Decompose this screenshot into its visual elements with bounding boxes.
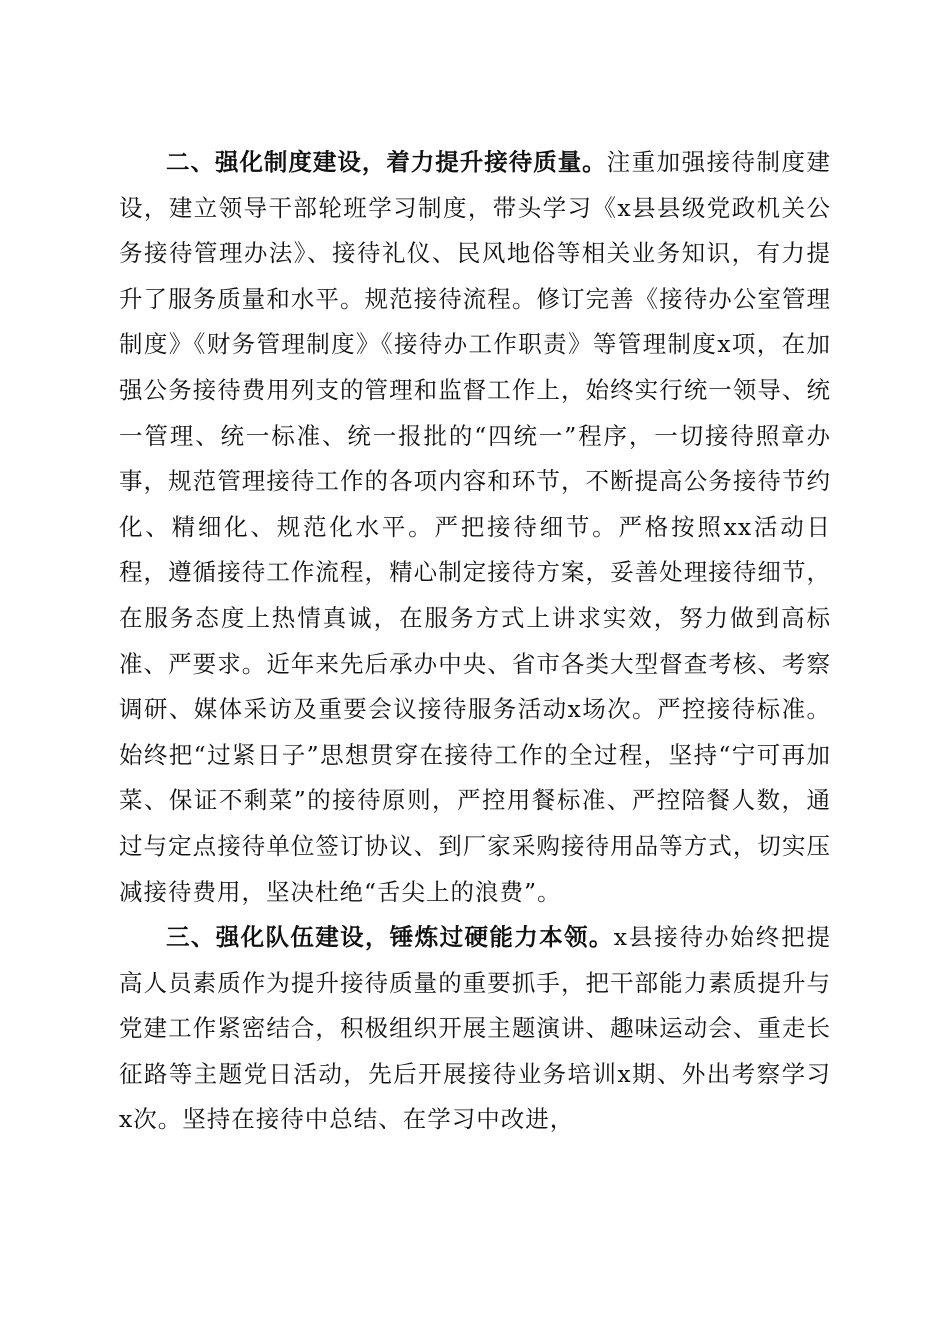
section-2-body: 注重加强接待制度建设，建立领导干部轮班学习制度，带头学习《x县县级党政机关公务接待管理办法》、接待礼仪、民风地俗等相关业务知识，有力提升了服务质量和水平。规范接待流程。修订完善《接待办公室管理制度》《财务管理制度》《接待办工作职责》等管理制度x项，在加强公务接待费用列支的管理和监督工作上，始终实行统一领导、统一管理、统一标准、统一报批的“四统一”程序，一切接待照章办事，规范管理接待工作的各项内容和环节，不断提高公务接待节约化、精细化、规范化水平。严把接待细节。严格按照xx活动日程，遵循接待工作流程，精心制定接待方案，妥善处理接待细节，在服务态度上热情真诚，在服务方式上讲求实效，努力做到高标准、严要求。近年来先后承办中央、省市各类大型督查考核、考察调研、媒体采访及重要会议接待服务活动x场次。严控接待标准。始终把“过紧日子”思想贯穿在接待工作的全过程，坚持“宁可再加菜、保证不剩菜”的接待原则，严控用餐标准、严控陪餐人数，通过与定点接待单位签订协议、到厂家采购接待用品等方式，切实压减接待费用，坚决杜绝“舌尖上的浪费”。 <box>119 148 832 906</box>
document-body <box>119 140 831 1143</box>
section-3-heading: 三、强化队伍建设，锤炼过硬能力本领。 <box>166 923 614 952</box>
paragraph-section-3 <box>119 915 831 1143</box>
section-2-heading: 二、强化制度建设，着力提升接待质量。 <box>166 148 607 176</box>
section-3-body: x县接待办始终把提高人员素质作为提升接待质量的重要抓手，把干部能力素质提升与党建工作紧密结合，积极组织开展主题演讲、趣味运动会、重走长征路等主题党日活动，先后开展接待业务培训x期、外出考察学习x次。坚持在接待中总结、在学习中改进， <box>119 923 831 1134</box>
paragraph-section-2 <box>119 140 831 915</box>
